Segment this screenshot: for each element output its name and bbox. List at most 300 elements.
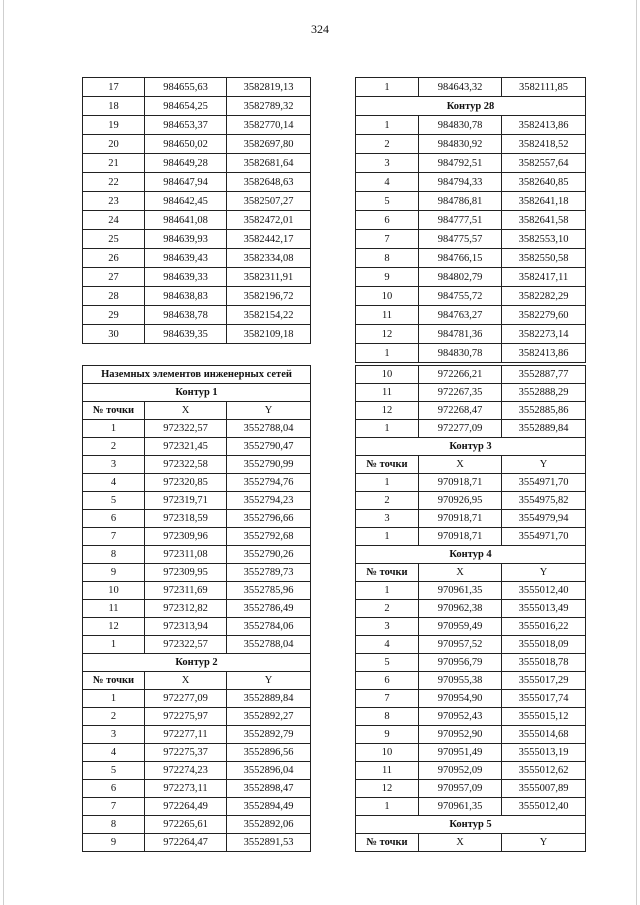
y-coordinate-cell: 3582789,32 [227,97,311,116]
table-row [356,528,586,546]
point-number-cell: 2 [356,600,419,618]
table-row [356,268,586,287]
x-coordinate-cell: 972273,11 [145,780,227,798]
point-number-cell: 11 [356,384,419,402]
table-row [356,672,586,690]
y-coordinate-cell: 3552788,04 [227,420,311,438]
x-coordinate-cell: 970954,90 [419,690,502,708]
point-number-cell: 1 [356,798,419,816]
x-coordinate-cell: 972277,11 [145,726,227,744]
table-row [356,744,586,762]
page-number: 324 [311,22,329,36]
table-row [356,384,586,402]
table-row [83,600,311,618]
point-number-header: № точки [83,402,145,420]
y-coordinate-cell: 3552788,04 [227,636,311,654]
table-row [356,116,586,135]
x-header: X [419,564,502,582]
x-coordinate-cell: 984647,94 [145,173,227,192]
y-coordinate-cell: 3552784,06 [227,618,311,636]
point-number-header: № точки [356,456,419,474]
table-row [83,97,311,116]
y-coordinate-cell: 3555017,29 [502,672,586,690]
contour-title: Наземных элементов инженерных сетей [83,366,311,384]
table-row [356,230,586,249]
x-coordinate-cell: 984786,81 [419,192,502,211]
y-coordinate-cell: 3582557,64 [502,154,586,173]
x-coordinate-cell: 984830,78 [419,116,502,135]
x-coordinate-cell: 970961,35 [419,798,502,816]
point-number-cell: 11 [83,600,145,618]
y-coordinate-cell: 3582334,08 [227,249,311,268]
y-coordinate-cell: 3582273,14 [502,325,586,344]
y-coordinate-cell: 3554971,70 [502,474,586,492]
x-coordinate-cell: 984830,78 [419,344,502,363]
y-coordinate-cell: 3555012,62 [502,762,586,780]
point-number-cell: 1 [83,690,145,708]
point-number-cell: 11 [356,306,419,325]
table-row [356,654,586,672]
y-coordinate-cell: 3552794,23 [227,492,311,510]
y-coordinate-cell: 3552790,99 [227,456,311,474]
x-coordinate-cell: 970918,71 [419,474,502,492]
point-number-cell: 9 [83,834,145,852]
contour-title-row [356,546,586,564]
point-number-cell: 7 [83,798,145,816]
point-number-cell: 1 [356,582,419,600]
y-header: Y [502,834,586,852]
table-row [356,798,586,816]
table-row [356,154,586,173]
point-number-cell: 12 [83,618,145,636]
y-coordinate-cell: 3555012,40 [502,798,586,816]
x-coordinate-cell: 970952,90 [419,726,502,744]
table-row [83,192,311,211]
table-row [356,78,586,97]
table-row [83,116,311,135]
table-row [356,510,586,528]
point-number-cell: 8 [83,546,145,564]
table-row [356,762,586,780]
table-row [83,636,311,654]
y-coordinate-cell: 3555013,19 [502,744,586,762]
table-row [83,492,311,510]
point-number-cell: 21 [83,154,145,173]
y-coordinate-cell: 3552889,84 [502,420,586,438]
x-coordinate-cell: 972277,09 [145,690,227,708]
table-row [83,78,311,97]
point-number-header: № точки [356,564,419,582]
coordinates-table-contour-27-continued [82,77,311,344]
x-coordinate-cell: 970951,49 [419,744,502,762]
point-number-cell: 22 [83,173,145,192]
y-coordinate-cell: 3582640,85 [502,173,586,192]
point-number-header: № точки [83,672,145,690]
x-coordinate-cell: 984792,51 [419,154,502,173]
x-coordinate-cell: 970952,09 [419,762,502,780]
x-coordinate-cell: 972312,82 [145,600,227,618]
column-header-row [356,834,586,852]
contour-title: Контур 28 [356,97,586,116]
point-number-cell: 7 [356,690,419,708]
y-coordinate-cell: 3555017,74 [502,690,586,708]
y-coordinate-cell: 3582770,14 [227,116,311,135]
contour-title: Контур 1 [83,384,311,402]
y-coordinate-cell: 3582550,58 [502,249,586,268]
point-number-cell: 2 [83,708,145,726]
y-coordinate-cell: 3552885,86 [502,402,586,420]
x-coordinate-cell: 984638,83 [145,287,227,306]
table-row [83,582,311,600]
x-header: X [419,456,502,474]
x-coordinate-cell: 972311,69 [145,582,227,600]
y-header: Y [227,402,311,420]
point-number-cell: 9 [83,564,145,582]
contour-title-row [356,97,586,116]
contour-title: Контур 5 [356,816,586,834]
point-number-cell: 9 [356,726,419,744]
y-coordinate-cell: 3552792,68 [227,528,311,546]
table-row [83,211,311,230]
point-number-cell: 12 [356,325,419,344]
y-coordinate-cell: 3552892,79 [227,726,311,744]
x-coordinate-cell: 984642,45 [145,192,227,211]
x-coordinate-cell: 972264,49 [145,798,227,816]
x-coordinate-cell: 972322,57 [145,420,227,438]
table-row [83,708,311,726]
point-number-cell: 1 [356,474,419,492]
point-number-cell: 7 [356,230,419,249]
y-coordinate-cell: 3555012,40 [502,582,586,600]
contour-title-row [356,438,586,456]
column-header-row [356,564,586,582]
point-number-cell: 3 [83,726,145,744]
x-coordinate-cell: 984777,51 [419,211,502,230]
x-coordinate-cell: 984638,78 [145,306,227,325]
x-coordinate-cell: 970955,38 [419,672,502,690]
x-coordinate-cell: 972275,97 [145,708,227,726]
x-coordinate-cell: 984650,02 [145,135,227,154]
point-number-cell: 10 [356,366,419,384]
y-coordinate-cell: 3552891,53 [227,834,311,852]
y-coordinate-cell: 3582648,63 [227,173,311,192]
table-row [356,306,586,325]
point-number-cell: 1 [83,636,145,654]
y-coordinate-cell: 3555013,49 [502,600,586,618]
x-coordinate-cell: 972322,58 [145,456,227,474]
contour-title-row [83,654,311,672]
y-coordinate-cell: 3552892,27 [227,708,311,726]
contour-title-row [83,384,311,402]
table-row [356,618,586,636]
y-header: Y [502,564,586,582]
x-header: X [145,402,227,420]
y-coordinate-cell: 3582196,72 [227,287,311,306]
table-row [83,438,311,456]
table-row [356,708,586,726]
table-row [356,690,586,708]
point-number-cell: 17 [83,78,145,97]
y-coordinate-cell: 3555018,78 [502,654,586,672]
contour-title: Контур 2 [83,654,311,672]
x-coordinate-cell: 972319,71 [145,492,227,510]
x-coordinate-cell: 972268,47 [419,402,502,420]
table-row [83,154,311,173]
table-row [83,135,311,154]
x-coordinate-cell: 972265,61 [145,816,227,834]
point-number-cell: 5 [83,492,145,510]
y-coordinate-cell: 3582413,86 [502,344,586,363]
point-number-cell: 3 [356,618,419,636]
point-number-cell: 6 [356,211,419,230]
table-row [356,366,586,384]
y-coordinate-cell: 3582418,52 [502,135,586,154]
point-number-cell: 6 [83,780,145,798]
table-row [356,420,586,438]
table-row [356,173,586,192]
y-coordinate-cell: 3552794,76 [227,474,311,492]
table-row [83,744,311,762]
x-coordinate-cell: 984639,35 [145,325,227,344]
point-number-cell: 23 [83,192,145,211]
point-number-cell: 3 [356,510,419,528]
y-coordinate-cell: 3582442,17 [227,230,311,249]
x-coordinate-cell: 972277,09 [419,420,502,438]
table-row [83,173,311,192]
point-number-cell: 10 [356,744,419,762]
x-coordinate-cell: 972266,21 [419,366,502,384]
point-number-cell: 4 [356,173,419,192]
point-number-cell: 5 [83,762,145,780]
point-number-cell: 1 [356,344,419,363]
table-row [356,780,586,798]
y-coordinate-cell: 3555014,68 [502,726,586,744]
coordinates-table-contour-28 [355,77,586,363]
x-coordinate-cell: 970957,52 [419,636,502,654]
x-coordinate-cell: 984766,15 [419,249,502,268]
x-coordinate-cell: 970926,95 [419,492,502,510]
x-coordinate-cell: 984639,93 [145,230,227,249]
table-row [356,636,586,654]
point-number-cell: 6 [356,672,419,690]
x-header: X [145,672,227,690]
x-coordinate-cell: 972274,23 [145,762,227,780]
x-coordinate-cell: 972322,57 [145,636,227,654]
point-number-cell: 19 [83,116,145,135]
table-row [356,492,586,510]
y-coordinate-cell: 3582413,86 [502,116,586,135]
table-row [83,618,311,636]
y-coordinate-cell: 3552887,77 [502,366,586,384]
x-coordinate-cell: 972309,95 [145,564,227,582]
point-number-cell: 28 [83,287,145,306]
x-coordinate-cell: 984649,28 [145,154,227,173]
page-left-edge-line [3,0,4,905]
table-row [83,798,311,816]
table-row [83,528,311,546]
y-coordinate-cell: 3555016,22 [502,618,586,636]
point-number-cell: 10 [356,287,419,306]
point-number-cell: 3 [83,456,145,474]
x-coordinate-cell: 970962,38 [419,600,502,618]
point-number-cell: 11 [356,762,419,780]
table-row [356,249,586,268]
coordinates-table-engineering-networks [82,365,311,852]
table-row [83,780,311,798]
contour-title-row [356,816,586,834]
point-number-cell: 1 [356,420,419,438]
x-coordinate-cell: 970918,71 [419,510,502,528]
y-coordinate-cell: 3555007,89 [502,780,586,798]
x-coordinate-cell: 972321,45 [145,438,227,456]
x-coordinate-cell: 984802,79 [419,268,502,287]
y-coordinate-cell: 3552785,96 [227,582,311,600]
point-number-cell: 27 [83,268,145,287]
table-row [83,306,311,325]
y-coordinate-cell: 3582641,58 [502,211,586,230]
x-coordinate-cell: 984781,36 [419,325,502,344]
y-coordinate-cell: 3582279,60 [502,306,586,325]
y-coordinate-cell: 3582311,91 [227,268,311,287]
table-row [83,230,311,249]
point-number-cell: 5 [356,192,419,211]
y-coordinate-cell: 3552896,04 [227,762,311,780]
x-coordinate-cell: 972318,59 [145,510,227,528]
point-number-cell: 4 [356,636,419,654]
y-coordinate-cell: 3582507,27 [227,192,311,211]
x-coordinate-cell: 970952,43 [419,708,502,726]
y-coordinate-cell: 3582681,64 [227,154,311,173]
y-coordinate-cell: 3582553,10 [502,230,586,249]
y-coordinate-cell: 3582641,18 [502,192,586,211]
x-coordinate-cell: 984775,57 [419,230,502,249]
x-coordinate-cell: 984655,63 [145,78,227,97]
point-number-cell: 18 [83,97,145,116]
contour-title-row [83,366,311,384]
table-row [83,816,311,834]
point-number-cell: 8 [356,708,419,726]
point-number-cell: 2 [83,438,145,456]
y-coordinate-cell: 3552896,56 [227,744,311,762]
point-number-cell: 7 [83,528,145,546]
point-number-cell: 1 [356,528,419,546]
x-header: X [419,834,502,852]
table-row [83,268,311,287]
x-coordinate-cell: 984755,72 [419,287,502,306]
column-header-row [83,672,311,690]
y-coordinate-cell: 3582417,11 [502,268,586,287]
point-number-cell: 4 [83,744,145,762]
table-row [356,726,586,744]
contour-title: Контур 3 [356,438,586,456]
y-coordinate-cell: 3582819,13 [227,78,311,97]
table-row [356,344,586,363]
y-coordinate-cell: 3582111,85 [502,78,586,97]
point-number-cell: 4 [83,474,145,492]
x-coordinate-cell: 972275,37 [145,744,227,762]
point-number-cell: 1 [356,116,419,135]
y-coordinate-cell: 3555015,12 [502,708,586,726]
point-number-cell: 1 [83,420,145,438]
x-coordinate-cell: 972320,85 [145,474,227,492]
x-coordinate-cell: 972313,94 [145,618,227,636]
point-number-cell: 12 [356,780,419,798]
x-coordinate-cell: 984641,08 [145,211,227,230]
table-row [356,474,586,492]
x-coordinate-cell: 984653,37 [145,116,227,135]
y-coordinate-cell: 3552796,66 [227,510,311,528]
table-row [83,287,311,306]
y-coordinate-cell: 3552889,84 [227,690,311,708]
coordinates-table-contours-2-5 [355,365,586,852]
table-row [356,192,586,211]
point-number-cell: 26 [83,249,145,268]
y-coordinate-cell: 3582472,01 [227,211,311,230]
y-coordinate-cell: 3554971,70 [502,528,586,546]
table-row [356,287,586,306]
point-number-cell: 8 [83,816,145,834]
table-row [83,762,311,780]
y-coordinate-cell: 3582154,22 [227,306,311,325]
point-number-cell: 3 [356,154,419,173]
y-coordinate-cell: 3555018,09 [502,636,586,654]
x-coordinate-cell: 984654,25 [145,97,227,116]
table-row [356,325,586,344]
table-row [83,564,311,582]
point-number-cell: 25 [83,230,145,249]
point-number-cell: 2 [356,135,419,154]
x-coordinate-cell: 972309,96 [145,528,227,546]
y-coordinate-cell: 3582282,29 [502,287,586,306]
table-row [83,325,311,344]
table-row [83,726,311,744]
table-row [83,546,311,564]
point-number-header: № точки [356,834,419,852]
table-row [356,135,586,154]
column-header-row [83,402,311,420]
x-coordinate-cell: 970956,79 [419,654,502,672]
x-coordinate-cell: 972267,35 [419,384,502,402]
x-coordinate-cell: 984830,92 [419,135,502,154]
table-row [356,582,586,600]
y-coordinate-cell: 3552786,49 [227,600,311,618]
table-row [83,510,311,528]
y-coordinate-cell: 3554975,82 [502,492,586,510]
point-number-cell: 29 [83,306,145,325]
x-coordinate-cell: 984763,27 [419,306,502,325]
x-coordinate-cell: 970918,71 [419,528,502,546]
x-coordinate-cell: 984639,33 [145,268,227,287]
y-coordinate-cell: 3552898,47 [227,780,311,798]
table-row [83,420,311,438]
x-coordinate-cell: 970959,49 [419,618,502,636]
y-coordinate-cell: 3552790,26 [227,546,311,564]
point-number-cell: 9 [356,268,419,287]
y-coordinate-cell: 3552892,06 [227,816,311,834]
point-number-cell: 30 [83,325,145,344]
y-coordinate-cell: 3582109,18 [227,325,311,344]
point-number-cell: 6 [83,510,145,528]
table-row [83,834,311,852]
y-coordinate-cell: 3552894,49 [227,798,311,816]
point-number-cell: 10 [83,582,145,600]
x-coordinate-cell: 972264,47 [145,834,227,852]
point-number-cell: 1 [356,78,419,97]
table-row [83,456,311,474]
x-coordinate-cell: 970957,09 [419,780,502,798]
point-number-cell: 12 [356,402,419,420]
y-header: Y [227,672,311,690]
